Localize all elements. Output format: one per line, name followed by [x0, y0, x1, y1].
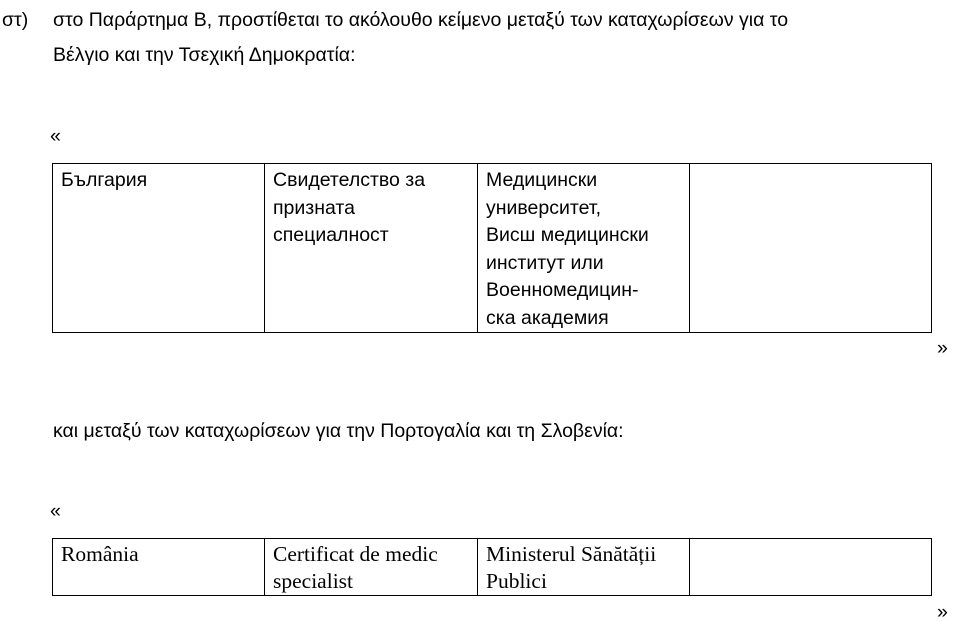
authority-line: Publici: [486, 569, 547, 593]
certificate-cell: [265, 539, 478, 596]
table-row: [53, 539, 932, 596]
awarding-authority: [486, 539, 683, 595]
certificate-line: Свидетелство за: [273, 169, 426, 191]
certificate-title: [273, 164, 471, 250]
empty-cell: [690, 539, 932, 596]
certificate-line: специалност: [273, 224, 389, 246]
authority-line: Висш медицински: [486, 224, 649, 246]
authority-line: институт или: [486, 251, 604, 274]
country-cell: [53, 164, 265, 333]
certificate-line: specialist: [273, 569, 354, 593]
closing-quote-2: »: [937, 601, 948, 623]
intro-line-1: στο Παράρτημα Β, προστίθεται το ακόλουθο κείμενο μεταξύ των καταχωρίσεων για το: [53, 9, 789, 31]
romania-entry-table: [52, 538, 932, 596]
closing-quote-1: »: [937, 337, 948, 359]
certificate-line: Certificat de medic: [273, 542, 438, 566]
intro-line-2: Βέλγιο και την Τσεχική Δημοκρατία:: [53, 44, 356, 66]
authority-line: Ministerul Sănătății: [486, 542, 657, 566]
mid-paragraph: και μεταξύ των καταχωρίσεων για την Πορτογαλία και τη Σλοβενία:: [53, 420, 624, 442]
authority-line: ска академия: [486, 306, 609, 329]
extra-value: [698, 164, 925, 167]
authority-cell: [478, 539, 690, 596]
certificate-title: [273, 539, 471, 595]
authority-cell: [478, 164, 690, 333]
certificate-line: призната: [273, 196, 355, 219]
opening-quote-1: «: [50, 125, 61, 147]
authority-line: Медицински: [486, 169, 598, 191]
authority-line: университет,: [486, 196, 601, 219]
country-cell: [53, 539, 265, 596]
item-marker: στ): [2, 9, 29, 31]
country-name: România: [61, 542, 139, 566]
empty-cell: [690, 164, 932, 333]
country-name: България: [61, 169, 148, 191]
bulgaria-entry-table: [52, 163, 932, 333]
opening-quote-2: «: [50, 500, 61, 522]
authority-line: Военномедицин-: [486, 279, 639, 301]
extra-value: [698, 539, 925, 541]
certificate-cell: [265, 164, 478, 333]
table-row: [53, 164, 932, 333]
awarding-authority: [486, 164, 683, 332]
